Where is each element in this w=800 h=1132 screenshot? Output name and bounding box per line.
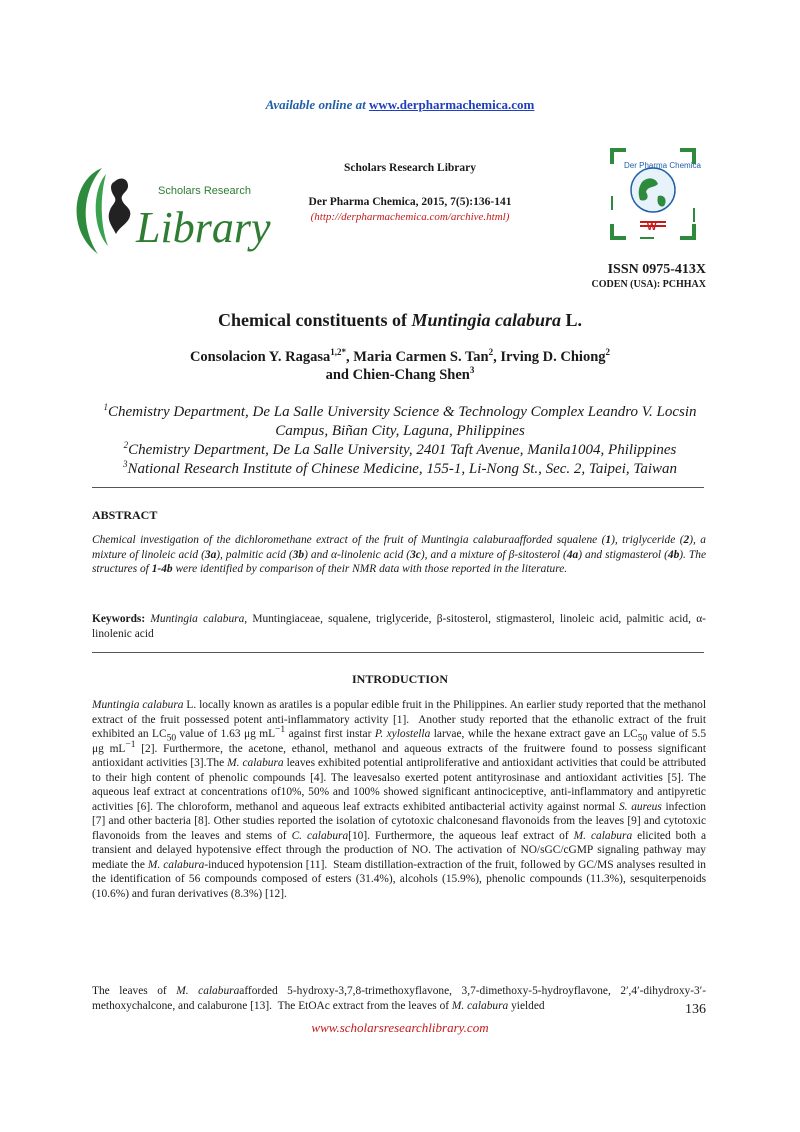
- divider-top: [92, 487, 704, 488]
- issn: ISSN 0975-413X: [607, 262, 706, 277]
- affiliation-text: Chemistry Department, De La Salle University, 2401 Taft Avenue, Manila1004, Philippines: [128, 442, 677, 458]
- availability-prefix: Available online at: [265, 97, 366, 112]
- title-prefix: Chemical constituents of: [217, 310, 412, 330]
- coden: CODEN (USA): PCHHAX: [591, 279, 706, 290]
- affiliation-number: 2: [123, 440, 129, 450]
- article-title: [0, 310, 800, 331]
- author-affiliation-mark: 3: [469, 365, 475, 376]
- affiliation-text: National Research Institute of Chinese Medicine, 155-1, Li-Nong St., Sec. 2, Taipei, Taiwan: [127, 461, 678, 477]
- author-affiliation-mark: 2: [605, 347, 611, 358]
- author-name: Chien-Chang Shen: [352, 367, 470, 383]
- keywords-label: Keywords:: [92, 613, 146, 625]
- affiliation: [90, 460, 710, 479]
- library-name: Scholars Research Library: [343, 162, 477, 174]
- title-suffix: L.: [561, 310, 583, 330]
- logo-right-text: Der Pharma Chemica: [624, 161, 701, 170]
- affiliation: [90, 403, 710, 441]
- availability-line: [0, 97, 800, 113]
- author-name: Maria Carmen S. Tan: [353, 349, 489, 365]
- logo-right-mark: W: [647, 222, 657, 233]
- keywords: [92, 612, 706, 641]
- keywords-list: Muntingiaceae, squalene, triglyceride, β-sitosterol, stigmasterol, linoleic acid, palmitic acid, α-linolenic acid: [92, 613, 706, 640]
- page-number: 136: [685, 1002, 706, 1017]
- der-pharma-chemica-logo: [610, 148, 701, 240]
- introduction-paragraph-1: Muntingia calabura L. locally known as aratiles is a popular edible fruit in the Philippines. An earlier study reported that the methanol extract of the fruit possessed potent anti-inflammatory activity [1]. Another study reported that the ethanolic extract of the fruit exhibited an $LC_{50}$ value of 1.63 μg $mL^{-1}$ against first instar P. xylostella larvae, while the hexane extract gave an $LC_{50}$ value of 5.5 μg $mL^{-1}$ [2]. Furthermore, the acetone, ethanol, methanol and aqueous extracts of the fruitwere found to possess significant antioxidant activities [3].The M. calabura leaves exhibited potential antiproliferative and antioxidant activities that could be attributed to their high content of phenolic compounds [4]. The leavesalso exerted potent antityrosinase and antioxidant activities [5]. The aqueous leaf extract at concentrations of10%, 50% and 100% showed significant antinociceptive, anti-inflammatory and antipyretic activities [6]. The chloroform, methanol and aqueous leaf extracts exhibited antibacterial activity against normal S. aureus infection [7] and other bacteria [8]. Other studies reported the isolation of cytotoxic chalconesand flavonoids from the leaves [9] and cytotoxic flavonoids from the leaves and stems of C. calabura[10]. Furthermore, the aqueous leaf extract of M. calabura elicited both a transient and delayed hypotensive effect through the production of NO. The activation of NO/sGC/cGMP signaling pathway may mediate the M. calabura-induced hypotension [11]. Steam distillation-extraction of the fruit, followed by GC/MS analyses resulted in the identification of 56 compounds composed of esters (31.4%), alcohols (15.9%), phenolic compounds (11.3%), sesquiterpenoids (10.6%) and furan derivatives (8.3%) [12].: [92, 699, 707, 900]
- journal-issue: Der Pharma Chemica, 2015, 7(5):136-141: [308, 196, 512, 208]
- author-affiliation-mark: 1,2*: [330, 347, 347, 358]
- affiliation-number: 1: [103, 402, 108, 412]
- author-name: Consolacion Y. Ragasa: [189, 349, 331, 365]
- introduction-heading: INTRODUCTION: [351, 672, 448, 686]
- archive-link[interactable]: (http://derpharmachemica.com/archive.html): [310, 211, 510, 223]
- abstract-heading: ABSTRACT: [92, 508, 158, 522]
- title-species: Muntingia calabura: [411, 310, 561, 330]
- journal-website-link[interactable]: www.derpharmachemica.com: [369, 97, 535, 112]
- divider-bottom: [92, 652, 704, 653]
- author-affiliation-mark: 2: [488, 347, 494, 358]
- affiliation-text: Chemistry Department, De La Salle University Science & Technology Complex Leandro V. Locsin Campus, Biñan City, Laguna, Philippines: [107, 404, 697, 439]
- scholars-research-library-logo: [62, 160, 271, 260]
- abstract-text: Chemical investigation of the dichloromethane extract of the fruit of Muntingia calaburaafforded squalene (1), triglyceride (2), a mixture of linoleic acid (3a), palmitic acid (3b) and α-linolenic acid (3c), and a mixture of β-sitosterol (4a) and stigmasterol (4b). The structures of 1-4b were identified by comparison of their NMR data with those reported in the literature.: [92, 534, 707, 575]
- footer-site[interactable]: www.scholarsresearchlibrary.com: [311, 1020, 489, 1035]
- affiliation: [90, 441, 710, 460]
- author-name: Irving D. Chiong: [500, 349, 606, 365]
- author-list: Consolacion Y. Ragasa$^{1,2*}$, Maria Carmen S. Tan$^2$, Irving D. Chiong$^2$ and Chien-Chang Shen$^3$: [189, 347, 611, 383]
- keywords-species: Muntingia calabura,: [150, 613, 248, 625]
- logo-left-small-text: Scholars Research: [158, 185, 251, 197]
- introduction-paragraph-2: The leaves of M. calaburaafforded 5-hydroxy-3,7,8-trimethoxyflavone, 3,7-dimethoxy-5-hydroyflavone, 2′,4′-dihydroxy-3′-methoxychalcone, and calaburone [13]. The EtOAc extract from the leaves of M. calabura yielded: [92, 985, 706, 1012]
- logo-left-big-text: Library: [136, 203, 271, 252]
- affiliation-number: 3: [122, 459, 128, 469]
- affiliations: [90, 403, 710, 479]
